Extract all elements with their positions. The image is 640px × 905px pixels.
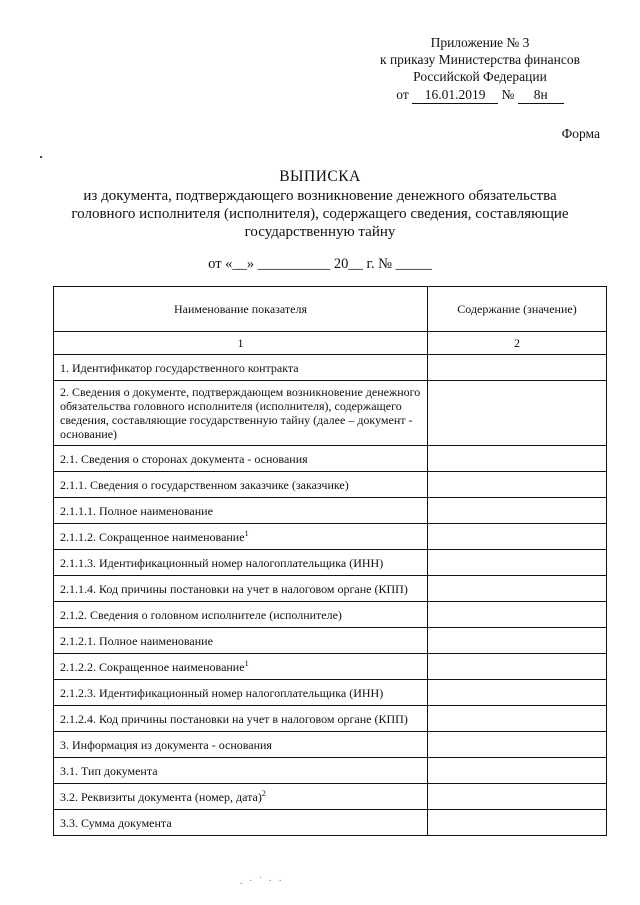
- order-date-prefix: от: [396, 87, 409, 102]
- table-row: [54, 355, 607, 381]
- indicator-name: [54, 680, 428, 706]
- indicator-value-cell[interactable]: [428, 784, 607, 810]
- indicator-name: [54, 628, 428, 654]
- table-row: [54, 732, 607, 758]
- indicator-label: 3.2. Реквизиты документа (номер, дата): [60, 789, 262, 804]
- indicator-value-cell[interactable]: [428, 732, 607, 758]
- document-heading: [60, 168, 580, 241]
- table-row: [54, 446, 607, 472]
- attachment-order-ref: [360, 86, 600, 104]
- indicator-name: [54, 706, 428, 732]
- indicator-value-cell[interactable]: [428, 576, 607, 602]
- table-row: [54, 654, 607, 680]
- table-header-row: [54, 287, 607, 332]
- indicator-label: 2.1. Сведения о сторонах документа - основания: [60, 451, 308, 466]
- indicator-value-cell[interactable]: [428, 550, 607, 576]
- indicator-label: 2.1.2.2. Сокращенное наименование: [60, 659, 245, 674]
- table-row: [54, 602, 607, 628]
- order-date: 16.01.2019: [412, 86, 498, 104]
- indicator-value-cell[interactable]: [428, 602, 607, 628]
- indicator-value-cell[interactable]: [428, 628, 607, 654]
- table-row: [54, 810, 607, 836]
- footnote-marker: 2: [261, 788, 266, 798]
- attachment-ministry-line: Российской Федерации: [413, 69, 547, 84]
- indicator-name: [54, 524, 428, 550]
- attachment-title: Приложение № 3: [430, 35, 530, 50]
- table-row: [54, 706, 607, 732]
- indicator-value-cell[interactable]: [428, 524, 607, 550]
- order-number: 8н: [518, 86, 564, 104]
- indicator-value-cell[interactable]: [428, 498, 607, 524]
- indicator-value-cell[interactable]: [428, 654, 607, 680]
- table-row: [54, 381, 607, 446]
- indicator-name: [54, 784, 428, 810]
- indicator-label: 2.1.2. Сведения о головном исполнителе (исполнителе): [60, 607, 342, 622]
- indicator-name: [54, 602, 428, 628]
- indicator-label: 2.1.1.2. Сокращенное наименование: [60, 529, 245, 544]
- indicator-value-cell[interactable]: [428, 758, 607, 784]
- indicator-name: [54, 810, 428, 836]
- indicator-label: 2.1.1.4. Код причины постановки на учет в налоговом органе (КПП): [60, 581, 408, 596]
- table-row: [54, 784, 607, 810]
- indicator-name: [54, 498, 428, 524]
- table-row: [54, 680, 607, 706]
- order-number-prefix: №: [501, 87, 515, 102]
- indicator-table: [53, 286, 607, 836]
- column-header-indicator: Наименование показателя: [54, 287, 428, 332]
- indicator-name: [54, 732, 428, 758]
- column-header-value: Содержание (значение): [428, 287, 607, 332]
- footnote-marker: 1: [244, 528, 249, 538]
- indicator-value-cell[interactable]: [428, 472, 607, 498]
- form-label: Форма: [561, 126, 600, 141]
- table-row: [54, 550, 607, 576]
- table-row: [54, 524, 607, 550]
- indicator-name: [54, 550, 428, 576]
- indicator-value-cell[interactable]: [428, 446, 607, 472]
- column-number-1: 1: [54, 332, 428, 355]
- attachment-order-line: к приказу Министерства финансов: [380, 52, 580, 67]
- indicator-value-cell[interactable]: [428, 810, 607, 836]
- scan-mark: . · ˙ · ·: [240, 876, 284, 887]
- indicator-label: 3.3. Сумма документа: [60, 815, 172, 830]
- table-row: [54, 758, 607, 784]
- document-subtitle: из документа, подтверждающего возникновение денежного обязательства головного исполнителя (исполнителя), содержащего сведения, составляющие государственную тайну: [71, 188, 569, 240]
- indicator-label: 2.1.2.1. Полное наименование: [60, 633, 213, 648]
- indicator-name: [54, 381, 428, 446]
- indicator-name: [54, 576, 428, 602]
- indicator-name: [54, 758, 428, 784]
- indicator-label: 2.1.1. Сведения о государственном заказчике (заказчике): [60, 477, 349, 492]
- indicator-name: [54, 355, 428, 381]
- column-number-2: 2: [428, 332, 607, 355]
- indicator-name: [54, 472, 428, 498]
- indicator-label: 3. Информация из документа - основания: [60, 737, 272, 752]
- indicator-value-cell[interactable]: [428, 680, 607, 706]
- indicator-value-cell[interactable]: [428, 381, 607, 446]
- indicator-label: 1. Идентификатор государственного контракта: [60, 360, 299, 375]
- indicator-label: 2.1.1.3. Идентификационный номер налогоплательщика (ИНН): [60, 555, 384, 570]
- table-row: [54, 472, 607, 498]
- indicator-label: 2.1.2.3. Идентификационный номер налогоплательщика (ИНН): [60, 685, 384, 700]
- indicator-label: 3.1. Тип документа: [60, 763, 158, 778]
- indicator-value-cell[interactable]: [428, 355, 607, 381]
- scan-speck: [40, 156, 42, 158]
- indicator-name: [54, 446, 428, 472]
- document-date-line: от «__» __________ 20__ г. № _____: [208, 256, 432, 272]
- footnote-marker: 1: [244, 658, 249, 668]
- indicator-name: [54, 654, 428, 680]
- indicator-label: 2.1.2.4. Код причины постановки на учет в налоговом органе (КПП): [60, 711, 408, 726]
- indicator-label: 2.1.1.1. Полное наименование: [60, 503, 213, 518]
- table-row: [54, 576, 607, 602]
- attachment-block: [360, 34, 600, 104]
- column-number-row: [54, 332, 607, 355]
- indicator-label: 2. Сведения о документе, подтверждающем возникновение денежного обязательства головного исполнителя (исполнителя), содержащего сведения, составляющие государственную тайну (далее – документ - основание): [60, 385, 421, 441]
- indicator-value-cell[interactable]: [428, 706, 607, 732]
- table-row: [54, 628, 607, 654]
- table-row: [54, 498, 607, 524]
- document-title: ВЫПИСКА: [279, 168, 361, 185]
